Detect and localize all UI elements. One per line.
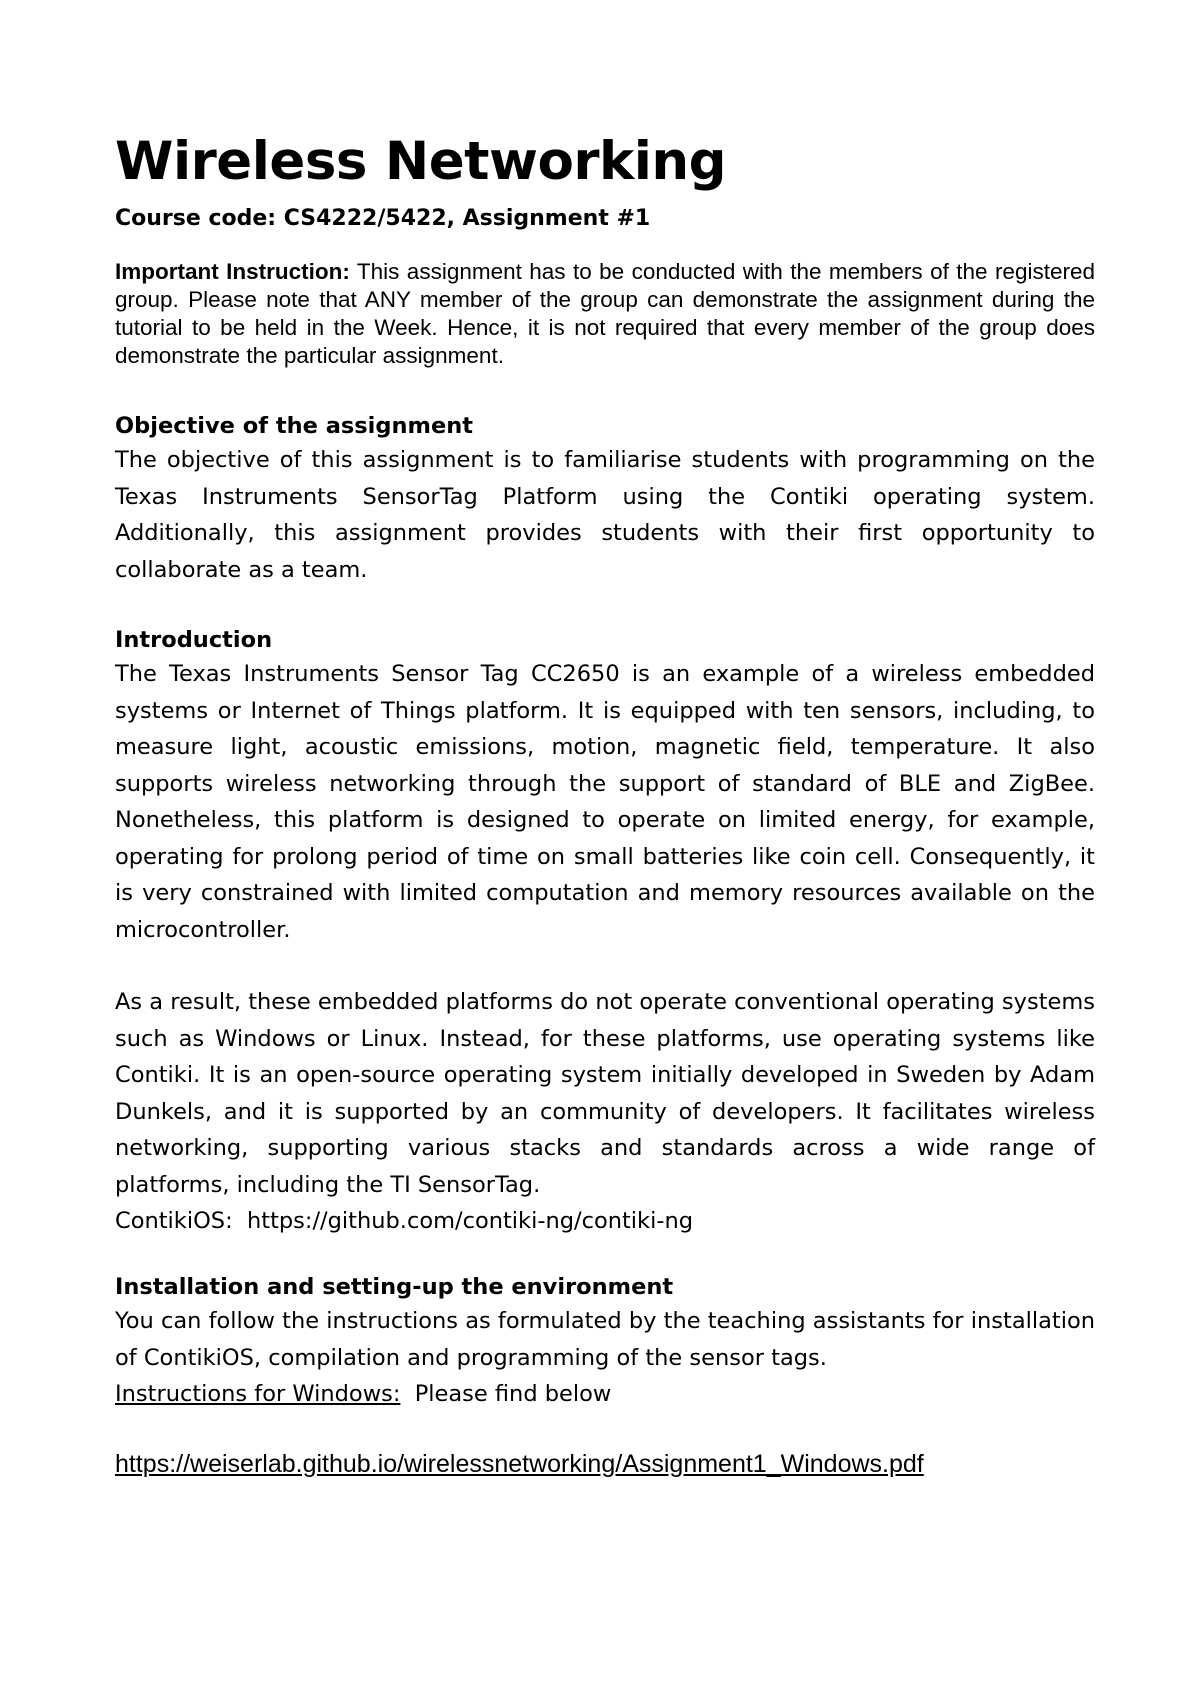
introduction-paragraph-1: The Texas Instruments Sensor Tag CC2650 is an example of a wireless embedded systems or Internet of Things platform. It is equipped with ten sensors, including, to measure light, acoustic emissions, motion, magnetic field, temperature. It also supports wireless networking through the support of standard of BLE and ZigBee. Nonetheless, this platform is designed to operate on limited energy, for example, operating for prolong period of time on small batteries like coin cell. Consequently, it is very constrained with limited computation and memory resources available on the microcontroller. bbox=[115, 661, 1095, 943]
objective-text: The objective of this assignment is to familiarise students with programming on the Texas Instruments SensorTag Platform using the Contiki operating system. Additionally, this assignment provides students with their first opportunity to collaborate as a team. bbox=[115, 447, 1095, 583]
contiki-url: https://github.com/contiki-ng/contiki-ng bbox=[246, 1208, 693, 1234]
introduction-paragraph-2: As a result, these embedded platforms do not operate conventional operating systems such as Windows or Linux. Instead, for these platforms, use operating systems like Contiki. It is an open-source operating system initially developed in Sweden by Adam Dunkels, and it is supported by an community of developers. It facilitates wireless networking, supporting various stacks and standards across a wide range of platforms, including the TI SensorTag. bbox=[115, 989, 1095, 1198]
installation-text: You can follow the instructions as formulated by the teaching assistants for installation of ContikiOS, compilation and programming of the sensor tags. bbox=[115, 1308, 1095, 1371]
contiki-label: ContikiOS: bbox=[115, 1208, 233, 1234]
course-code-line: Course code: CS4222/5422, Assignment #1 bbox=[115, 206, 651, 231]
windows-pdf-line bbox=[115, 1446, 1095, 1482]
windows-instructions-link[interactable]: Instructions for Windows: bbox=[115, 1381, 401, 1407]
important-instruction-text: This assignment has to be conducted with the members of the registered group. Please note that ANY member of the group can demonstrate the assignment during the tutorial to be held in the Week. Hence, it is not required that every member of the group does demonstrate the particular assignment. bbox=[115, 259, 1095, 368]
document-page bbox=[115, 130, 1095, 1482]
installation-heading: Installation and setting-up the environment bbox=[115, 1274, 674, 1300]
contiki-reference bbox=[115, 1203, 1095, 1239]
introduction-heading: Introduction bbox=[115, 627, 273, 653]
objective-heading: Objective of the assignment bbox=[115, 413, 474, 439]
windows-instructions-line bbox=[115, 1376, 1095, 1412]
document-title: Wireless Networking bbox=[115, 131, 727, 192]
windows-pdf-link[interactable]: https://weiserlab.github.io/wirelessnetworking/Assignment1_Windows.pdf bbox=[115, 1450, 924, 1478]
windows-instructions-suffix: Please find below bbox=[414, 1381, 612, 1407]
important-instruction-label: Important Instruction: bbox=[115, 259, 350, 284]
important-instruction bbox=[115, 258, 1095, 370]
